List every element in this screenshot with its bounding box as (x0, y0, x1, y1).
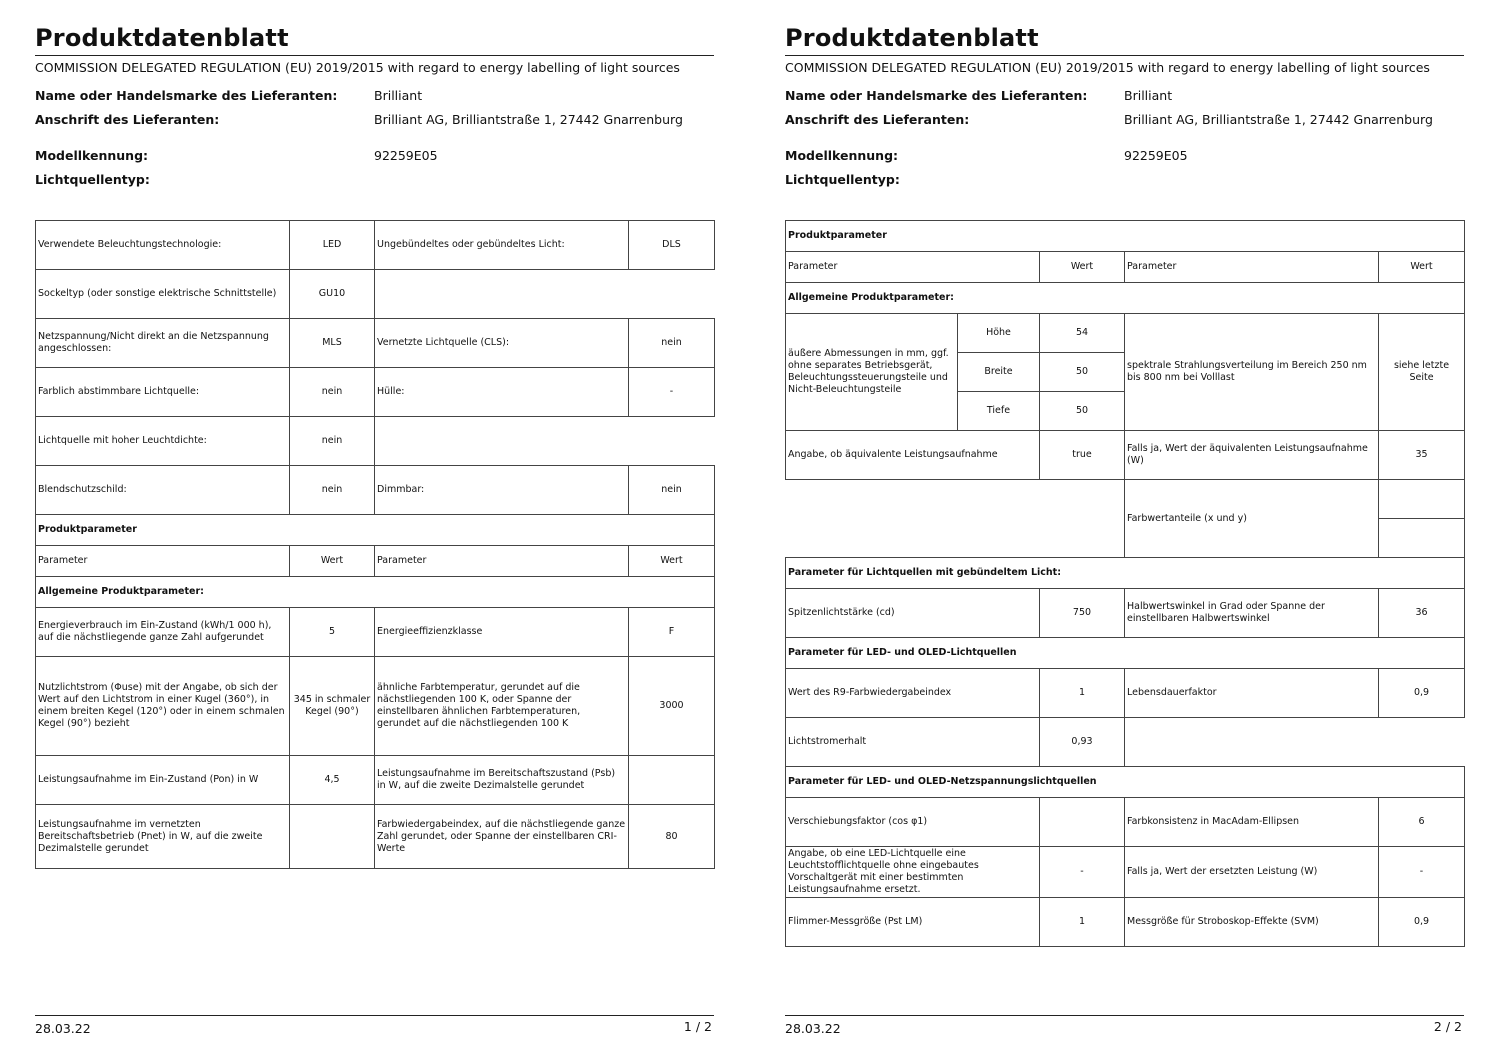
light-source-type-label: Lichtquellentyp: (785, 172, 900, 187)
lumen-maintenance-label: Lichtstromerhalt (786, 718, 1040, 767)
chromaticity-y-value (1379, 519, 1465, 558)
useful-flux-label: Nutzlichtstrom (Φuse) mit der Angabe, ob sich der Wert auf den Lichtstrom in einer Kugel (360°), in einem breiten Kegel (120°) oder in einem schmalen Kegel (90°) bezieht (36, 657, 290, 756)
cri-value: 80 (629, 805, 715, 869)
empty-cell (786, 480, 1125, 558)
equivalent-power-label: Angabe, ob äquivalente Leistungsaufnahme (786, 431, 1040, 480)
footer-date: 28.03.22 (35, 1021, 91, 1036)
datasheet-page-1 (35, 0, 715, 1061)
header-rule (785, 55, 1464, 56)
flicker-value: 1 (1040, 898, 1125, 947)
chromaticity-label: Farbwertanteile (x und y) (1125, 480, 1379, 558)
tunable-value: nein (290, 368, 375, 417)
table-row (786, 638, 1465, 669)
equivalent-power-w-value: 35 (1379, 431, 1465, 480)
table-row (36, 515, 715, 546)
cls-value: nein (629, 319, 715, 368)
section-general-parameters: Allgemeine Produktparameter: (786, 283, 1465, 314)
survival-factor-value: 0,9 (1379, 669, 1465, 718)
pon-label: Leistungsaufnahme im Ein-Zustand (Pon) in W (36, 756, 290, 805)
page-title: Produktdatenblatt (35, 24, 289, 52)
table-row (36, 368, 715, 417)
table-row (36, 577, 715, 608)
model-value: 92259E05 (374, 148, 438, 163)
col-header-parameter: Parameter (375, 546, 629, 577)
socket-value: GU10 (290, 270, 375, 319)
survival-factor-label: Lebensdauerfaktor (1125, 669, 1379, 718)
high-luminance-label: Lichtquelle mit hoher Leuchtdichte: (36, 417, 290, 466)
address-label: Anschrift des Lieferanten: (35, 112, 220, 127)
spectral-distribution-value: siehe letzte Seite (1379, 314, 1465, 431)
energy-consumption-value: 5 (290, 608, 375, 657)
equivalent-power-w-label: Falls ja, Wert der äquivalenten Leistungsaufnahme (W) (1125, 431, 1379, 480)
table-row (36, 756, 715, 805)
table-row (786, 480, 1465, 519)
high-luminance-value: nein (290, 417, 375, 466)
chromaticity-x-value (1379, 480, 1465, 519)
beam-angle-label: Halbwertswinkel in Grad oder Spanne der einstellbaren Halbwertswinkel (1125, 589, 1379, 638)
table-row (36, 546, 715, 577)
table-row (786, 589, 1465, 638)
table-row (786, 558, 1465, 589)
table-row (786, 669, 1465, 718)
model-label: Modellkennung: (35, 148, 149, 163)
model-value: 92259E05 (1124, 148, 1188, 163)
footer-date: 28.03.22 (785, 1021, 841, 1036)
supplier-label: Name oder Handelsmarke des Lieferanten: (785, 88, 1088, 103)
table-row (36, 319, 715, 368)
model-label: Modellkennung: (785, 148, 899, 163)
displacement-factor-label: Verschiebungsfaktor (cos φ1) (786, 798, 1040, 847)
cct-label: ähnliche Farbtemperatur, gerundet auf die nächstliegenden 100 K, oder Spanne der einstellbaren ähnlichen Farbtemperaturen, gerundet auf die nächstliegenden 100 K (375, 657, 629, 756)
table-row (36, 221, 715, 270)
pnet-value (290, 805, 375, 869)
cri-label: Farbwiedergabeindex, auf die nächstliegende ganze Zahl gerundet, oder Spanne der einstellbaren CRI-Werte (375, 805, 629, 869)
height-value: 54 (1040, 314, 1125, 353)
table-row (786, 283, 1465, 314)
envelope-label: Hülle: (375, 368, 629, 417)
table-row (36, 417, 715, 466)
dimensions-label: äußere Abmessungen in mm, ggf. ohne separates Betriebsgerät, Beleuchtungssteuerungsteile und Nicht-Beleuchtungsteile (786, 314, 958, 431)
col-header-value: Wert (1040, 252, 1125, 283)
table-row (786, 847, 1465, 898)
depth-value: 50 (1040, 392, 1125, 431)
cct-value: 3000 (629, 657, 715, 756)
spectral-distribution-label: spektrale Strahlungsverteilung im Bereich 250 nm bis 800 nm bei Volllast (1125, 314, 1379, 431)
dimmable-label: Dimmbar: (375, 466, 629, 515)
section-led-parameters: Parameter für LED- und OLED-Lichtquellen (786, 638, 1465, 669)
parameters-table-1 (35, 220, 715, 869)
glare-value: nein (290, 466, 375, 515)
pnet-label: Leistungsaufnahme im vernetzten Bereitschaftsbetrieb (Pnet) in W, auf die zweite Dezimalstelle gerundet (36, 805, 290, 869)
col-header-value: Wert (290, 546, 375, 577)
table-row (786, 718, 1465, 767)
section-general-parameters: Allgemeine Produktparameter: (36, 577, 715, 608)
tech-label: Verwendete Beleuchtungstechnologie: (36, 221, 290, 270)
dimmable-value: nein (629, 466, 715, 515)
supplier-label: Name oder Handelsmarke des Lieferanten: (35, 88, 338, 103)
stroboscopic-label: Messgröße für Stroboskop-Effekte (SVM) (1125, 898, 1379, 947)
lumen-maintenance-value: 0,93 (1040, 718, 1125, 767)
peak-intensity-label: Spitzenlichtstärke (cd) (786, 589, 1040, 638)
col-header-value: Wert (1379, 252, 1465, 283)
cls-label: Vernetzte Lichtquelle (CLS): (375, 319, 629, 368)
useful-flux-value: 345 in schmaler Kegel (90°) (290, 657, 375, 756)
replaced-power-value: - (1379, 847, 1465, 898)
table-row (786, 798, 1465, 847)
pon-value: 4,5 (290, 756, 375, 805)
light-source-type-label: Lichtquellentyp: (35, 172, 150, 187)
energy-class-value: F (629, 608, 715, 657)
table-row (36, 270, 715, 319)
section-product-parameters: Produktparameter (786, 221, 1465, 252)
tunable-label: Farblich abstimmbare Lichtquelle: (36, 368, 290, 417)
width-value: 50 (1040, 353, 1125, 392)
table-row (786, 898, 1465, 947)
col-header-value: Wert (629, 546, 715, 577)
address-value: Brilliant AG, Brilliantstraße 1, 27442 Gnarrenburg (1124, 112, 1433, 127)
section-directional-parameters: Parameter für Lichtquellen mit gebündeltem Licht: (786, 558, 1465, 589)
table-row (36, 608, 715, 657)
col-header-parameter: Parameter (36, 546, 290, 577)
table-row (786, 252, 1465, 283)
header-rule (35, 55, 714, 56)
macadam-value: 6 (1379, 798, 1465, 847)
footer-page-number: 2 / 2 (1433, 1019, 1462, 1034)
table-row (36, 805, 715, 869)
macadam-label: Farbkonsistenz in MacAdam-Ellipsen (1125, 798, 1379, 847)
footer-rule (785, 1015, 1464, 1016)
page-title: Produktdatenblatt (785, 24, 1039, 52)
energy-class-label: Energieeffizienzklasse (375, 608, 629, 657)
width-label: Breite (958, 353, 1040, 392)
col-header-parameter: Parameter (786, 252, 1040, 283)
beam-angle-value: 36 (1379, 589, 1465, 638)
empty-cell (1125, 718, 1465, 767)
equivalent-power-value: true (1040, 431, 1125, 480)
envelope-value: - (629, 368, 715, 417)
table-row (786, 431, 1465, 480)
table-row (36, 657, 715, 756)
displacement-factor-value (1040, 798, 1125, 847)
mains-label: Netzspannung/Nicht direkt an die Netzspannung angeschlossen: (36, 319, 290, 368)
regulation-subtitle: COMMISSION DELEGATED REGULATION (EU) 2019/2015 with regard to energy labelling of light sources (785, 60, 1430, 75)
psb-label: Leistungsaufnahme im Bereitschaftszustand (Psb) in W, auf die zweite Dezimalstelle gerundet (375, 756, 629, 805)
replaced-power-label: Falls ja, Wert der ersetzten Leistung (W) (1125, 847, 1379, 898)
address-value: Brilliant AG, Brilliantstraße 1, 27442 Gnarrenburg (374, 112, 683, 127)
footer-page-number: 1 / 2 (683, 1019, 712, 1034)
stroboscopic-value: 0,9 (1379, 898, 1465, 947)
focus-value: DLS (629, 221, 715, 270)
table-row (786, 221, 1465, 252)
footer-rule (35, 1015, 714, 1016)
r9-value: 1 (1040, 669, 1125, 718)
datasheet-page-2 (785, 0, 1465, 1061)
height-label: Höhe (958, 314, 1040, 353)
supplier-value: Brilliant (1124, 88, 1173, 103)
table-row (786, 314, 1465, 353)
socket-label: Sockeltyp (oder sonstige elektrische Schnittstelle) (36, 270, 290, 319)
section-product-parameters: Produktparameter (36, 515, 715, 546)
focus-label: Ungebündeltes oder gebündeltes Licht: (375, 221, 629, 270)
retrofit-value: - (1040, 847, 1125, 898)
depth-label: Tiefe (958, 392, 1040, 431)
section-mains-led-parameters: Parameter für LED- und OLED-Netzspannungslichtquellen (786, 767, 1465, 798)
glare-label: Blendschutzschild: (36, 466, 290, 515)
psb-value (629, 756, 715, 805)
energy-consumption-label: Energieverbrauch im Ein-Zustand (kWh/1 000 h), auf die nächstliegende ganze Zahl aufgerundet (36, 608, 290, 657)
supplier-value: Brilliant (374, 88, 423, 103)
table-row (36, 466, 715, 515)
address-label: Anschrift des Lieferanten: (785, 112, 970, 127)
empty-cell (375, 417, 715, 466)
retrofit-label: Angabe, ob eine LED-Lichtquelle eine Leuchtstofflichtquelle ohne eingebautes Vorschaltgerät mit einer bestimmten Leistungsaufnahme ersetzt. (786, 847, 1040, 898)
peak-intensity-value: 750 (1040, 589, 1125, 638)
regulation-subtitle: COMMISSION DELEGATED REGULATION (EU) 2019/2015 with regard to energy labelling of light sources (35, 60, 680, 75)
r9-label: Wert des R9-Farbwiedergabeindex (786, 669, 1040, 718)
flicker-label: Flimmer-Messgröße (Pst LM) (786, 898, 1040, 947)
table-row (786, 767, 1465, 798)
empty-cell (375, 270, 715, 319)
tech-value: LED (290, 221, 375, 270)
mains-value: MLS (290, 319, 375, 368)
col-header-parameter: Parameter (1125, 252, 1379, 283)
parameters-table-2 (785, 220, 1465, 947)
